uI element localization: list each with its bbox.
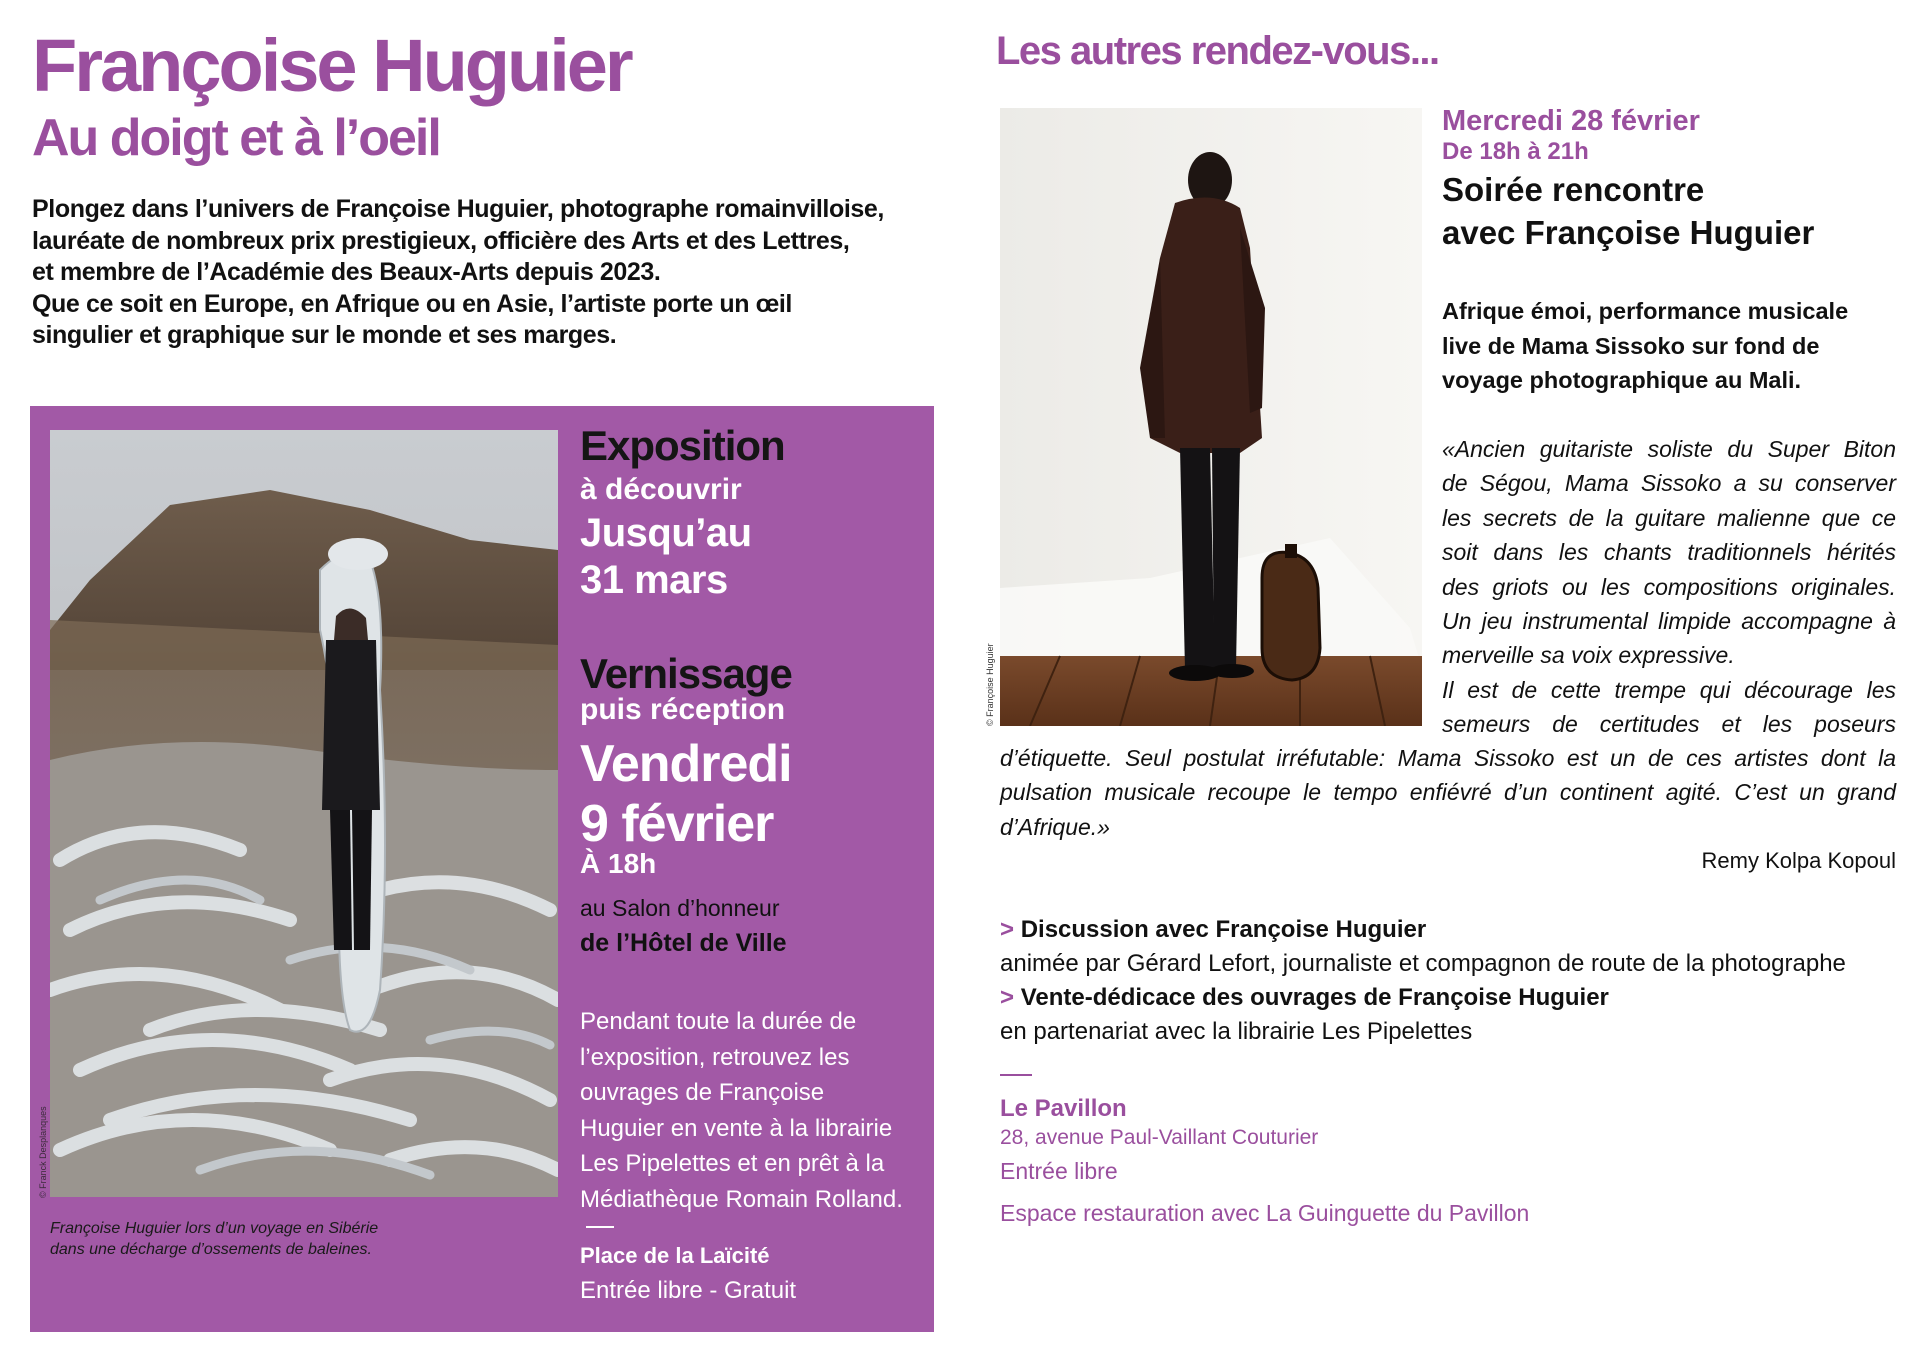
description-line: live de Mama Sissoko sur fond de (1442, 332, 1820, 359)
other-events-heading: Les autres rendez-vous... (996, 29, 1439, 73)
event-title (1442, 168, 1814, 254)
siberia-photo-illustration (50, 430, 558, 1197)
intro-paragraph (32, 194, 932, 352)
event-title-line: avec Françoise Huguier (1442, 214, 1815, 251)
divider-dash (586, 1226, 614, 1228)
quote-line: des griots ou les compositions originales. (1442, 573, 1896, 600)
vernissage-date (580, 734, 792, 854)
photo-credit-right: © Françoise Huguier (985, 643, 995, 726)
exhibition-note (580, 1004, 925, 1217)
exhibition-end-date (580, 510, 752, 604)
quote-line: semeurs de certitudes et les poseurs (1442, 711, 1896, 738)
note-line: Les Pipelettes et en prêt à la (580, 1150, 885, 1177)
exhibition-until: Jusqu’au (580, 511, 752, 555)
caption-line: dans une décharge d’ossements de baleines. (50, 1241, 372, 1258)
photo-caption-left (50, 1218, 550, 1260)
intro-line: Que ce soit en Europe, en Afrique ou en Asie, l’artiste porte un œil (32, 289, 792, 318)
discussion-heading (1000, 914, 1426, 946)
vernissage-title: Vernissage (580, 650, 792, 697)
exhibition-end-day: 31 mars (580, 558, 728, 602)
musician-photo (1000, 108, 1422, 726)
vernissage-time: À 18h (580, 848, 657, 879)
chevron-right-icon: > (1000, 984, 1015, 1011)
exhibition-title: Exposition (580, 422, 785, 469)
exhibition-location: Place de la Laïcité (580, 1243, 770, 1268)
quote-block-narrow (1442, 432, 1896, 742)
vernissage-weekday: Vendredi (580, 735, 792, 793)
quote-line: merveille sa voix expressive. (1442, 642, 1735, 669)
discussion-title: Discussion avec Françoise Huguier (1020, 916, 1427, 943)
photo-credit-left: © Franck Desplanques (38, 1106, 48, 1198)
quote-line: de Ségou, Mama Sissoko a su conserver (1442, 470, 1896, 497)
exhibition-subtitle: à découvrir (580, 473, 742, 506)
page-title: Françoise Huguier (32, 24, 631, 107)
note-line: Huguier en vente à la librairie (580, 1114, 893, 1142)
chevron-right-icon: > (1000, 916, 1015, 943)
vernissage-venue-line1: au Salon d’honneur (580, 895, 780, 921)
quote-line: Un jeu instrumental limpide accompagne à (1442, 608, 1896, 635)
note-line: Pendant toute la durée de (580, 1008, 857, 1035)
description-line: voyage photographique au Mali. (1442, 367, 1802, 393)
description-line: Afrique émoi, performance musicale (1442, 298, 1849, 324)
caption-line: Françoise Huguier lors d’un voyage en Sibérie (50, 1220, 379, 1237)
note-line: Médiathèque Romain Rolland. (580, 1185, 903, 1213)
vernissage-day: 9 février (580, 795, 774, 853)
divider-dash (1000, 1074, 1032, 1076)
note-line: l’exposition, retrouvez les (580, 1043, 850, 1071)
discussion-subtitle: animée par Gérard Lefort, journaliste et compagnon de route de la photographe (1000, 950, 1846, 977)
quote-line: pulsation musicale recoupe le tempo enfiévré d’un continent agité. C’est un grand (1000, 779, 1896, 806)
venue-address: 28, avenue Paul-Vaillant Couturier (1000, 1126, 1319, 1149)
quote-author: Remy Kolpa Kopoul (1701, 848, 1896, 873)
signing-subtitle: en partenariat avec la librairie Les Pipelettes (1000, 1018, 1473, 1045)
page-subtitle: Au doigt et à l’oeil (32, 109, 440, 167)
quote-line: d’étiquette. Seul postulat irréfutable: Mama Sissoko est un de ces artistes dont la (1000, 745, 1896, 771)
event-hours: De 18h à 21h (1442, 138, 1589, 165)
intro-line: et membre de l’Académie des Beaux-Arts depuis 2023. (32, 258, 661, 286)
exhibition-admission: Entrée libre - Gratuit (580, 1277, 797, 1304)
venue-admission: Entrée libre (1000, 1158, 1118, 1184)
musician-photo-illustration (1000, 108, 1422, 726)
intro-line: singulier et graphique sur le monde et ses marges. (32, 321, 617, 349)
quote-line: les secrets de la guitare malienne que ce (1442, 504, 1896, 531)
quote-line: d’Afrique.» (1000, 813, 1110, 840)
signing-title: Vente-dédicace des ouvrages de Françoise Huguier (1020, 984, 1609, 1011)
event-date: Mercredi 28 février (1442, 105, 1700, 137)
siberia-whale-bones-photo (50, 430, 558, 1197)
vernissage-venue-line2: de l’Hôtel de Ville (580, 929, 787, 957)
quote-line: «Ancien guitariste soliste du Super Biton (1442, 436, 1896, 462)
quote-line: Il est de cette trempe qui décourage les (1442, 676, 1896, 703)
intro-line: Plongez dans l’univers de Françoise Huguier, photographe romainvilloise, (32, 195, 884, 223)
vernissage-subtitle: puis réception (580, 693, 786, 726)
quote-line: soit dans les chants traditionnels hérités (1442, 539, 1896, 566)
venue-food: Espace restauration avec La Guinguette du Pavillon (1000, 1200, 1530, 1226)
event-title-line: Soirée rencontre (1442, 171, 1705, 208)
intro-line: lauréate de nombreux prix prestigieux, officière des Arts et des Lettres, (32, 226, 850, 255)
quote-block-wide (1000, 741, 1896, 844)
event-description (1442, 294, 1848, 398)
venue-name: Le Pavillon (1000, 1095, 1127, 1122)
signing-heading (1000, 982, 1609, 1014)
note-line: ouvrages de Françoise (580, 1079, 825, 1106)
